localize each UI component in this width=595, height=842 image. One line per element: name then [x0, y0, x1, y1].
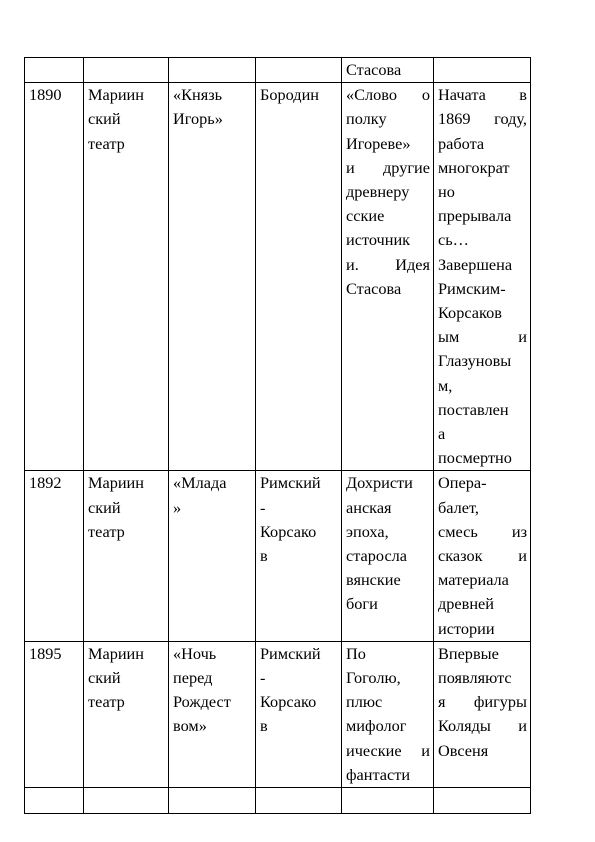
table-row — [25, 58, 531, 83]
cell-line: Игорь» — [173, 109, 223, 129]
cell-line: древнеру — [346, 182, 410, 202]
cell-line: Римский — [260, 473, 321, 493]
cell-line: работа — [438, 133, 485, 153]
cell-line: 1892 — [29, 473, 62, 493]
cell-year — [25, 788, 84, 814]
cell-line: Корсаков — [438, 303, 502, 323]
cell-line: вом» — [173, 716, 207, 736]
cell-line: Бородин — [260, 85, 320, 105]
cell-theatre — [84, 58, 169, 83]
table-row — [25, 471, 531, 641]
table-row — [25, 83, 531, 471]
cell-line: старосла — [346, 546, 408, 566]
cell-composer — [256, 471, 342, 641]
cell-line: » — [173, 497, 182, 517]
cell-line: 1890 — [29, 85, 62, 105]
cell-line: - — [260, 497, 266, 517]
cell-opera — [169, 471, 256, 641]
cell-source — [342, 83, 434, 471]
cell-line: Глазуновы — [438, 351, 512, 371]
table-row — [25, 788, 531, 814]
cell-line: Корсако — [260, 692, 317, 712]
cell-line: Мариин — [88, 643, 144, 663]
cell-line: «Ночь — [173, 643, 217, 663]
cell-line: Римский — [260, 643, 321, 663]
cell-line: Корсако — [260, 521, 317, 541]
cell-line: появляютс — [438, 668, 512, 688]
cell-line: материала — [438, 570, 509, 590]
cell-opera — [169, 641, 256, 787]
cell-source — [342, 471, 434, 641]
cell-line: Стасова — [346, 278, 402, 298]
cell-line: балет, — [438, 497, 479, 517]
cell-year — [25, 58, 84, 83]
cell-line: полку — [346, 109, 387, 129]
cell-theatre — [84, 83, 169, 471]
cell-line: вянские — [346, 570, 401, 590]
cell-theatre — [84, 641, 169, 787]
cell-line: Коляды и — [438, 716, 527, 736]
cell-line: сь… — [438, 230, 469, 250]
cell-composer — [256, 641, 342, 787]
cell-year — [25, 471, 84, 641]
cell-line: в — [260, 546, 268, 566]
cell-line: а — [438, 424, 446, 444]
cell-line: Мариин — [88, 473, 144, 493]
cell-line: Стасова — [346, 60, 402, 79]
cell-line: эпоха, — [346, 521, 389, 541]
cell-line: Начата в — [438, 85, 527, 105]
cell-line: сские — [346, 206, 385, 226]
cell-composer — [256, 58, 342, 83]
cell-line: 1895 — [29, 643, 62, 663]
cell-line: фантасти — [346, 764, 411, 784]
cell-line: «Князь — [173, 85, 223, 105]
cell-opera — [169, 83, 256, 471]
cell-opera — [169, 58, 256, 83]
cell-line: анская — [346, 497, 392, 517]
cell-notes — [434, 471, 531, 641]
cell-line: поставлен — [438, 399, 509, 419]
cell-line: Игореве» — [346, 133, 411, 153]
cell-line: ский — [88, 668, 121, 688]
cell-line: Дохристи — [346, 473, 413, 493]
cell-line: - — [260, 668, 266, 688]
cell-source — [342, 788, 434, 814]
cell-line: Овсеня — [438, 740, 489, 760]
cell-line: перед — [173, 668, 213, 688]
cell-line: По — [346, 643, 366, 663]
cell-line: истории — [438, 618, 495, 638]
cell-source — [342, 58, 434, 83]
cell-notes — [434, 58, 531, 83]
cell-line: Гоголю, — [346, 668, 401, 688]
cell-year — [25, 83, 84, 471]
cell-line: «Млада — [173, 473, 227, 493]
cell-line: сказок и — [438, 546, 527, 566]
cell-line: прерывала — [438, 206, 512, 226]
opera-table-body — [25, 58, 531, 814]
cell-opera — [169, 788, 256, 814]
cell-line: театр — [88, 521, 125, 541]
cell-line: ым и — [438, 327, 527, 347]
cell-line: ические и — [346, 740, 430, 760]
cell-line: «Слово о — [346, 85, 430, 105]
cell-line: ский — [88, 497, 121, 517]
cell-line: Впервые — [438, 643, 499, 663]
cell-line: театр — [88, 133, 125, 153]
cell-line: Завершена — [438, 254, 513, 274]
cell-line: боги — [346, 594, 378, 614]
cell-line: и. Идея — [346, 254, 430, 274]
cell-line: источник — [346, 230, 411, 250]
cell-line: театр — [88, 692, 125, 712]
cell-composer — [256, 83, 342, 471]
cell-line: я фигуры — [438, 692, 527, 712]
cell-line: Опера- — [438, 473, 487, 493]
table-row — [25, 641, 531, 787]
cell-line: мифолог — [346, 716, 407, 736]
cell-composer — [256, 788, 342, 814]
opera-table — [24, 57, 531, 814]
cell-theatre — [84, 471, 169, 641]
cell-line: в — [260, 716, 268, 736]
cell-line: посмертно — [438, 448, 512, 468]
cell-year — [25, 641, 84, 787]
cell-line: древней — [438, 594, 494, 614]
cell-line: Рождест — [173, 692, 231, 712]
cell-line: м, — [438, 375, 453, 395]
cell-line: ский — [88, 109, 121, 129]
cell-theatre — [84, 788, 169, 814]
cell-line: 1869 году, — [438, 109, 527, 129]
cell-line: многократ — [438, 157, 510, 177]
cell-line: но — [438, 182, 455, 202]
cell-line: и другие — [346, 157, 430, 177]
cell-line: Мариин — [88, 85, 144, 105]
cell-source — [342, 641, 434, 787]
cell-line: Римским- — [438, 278, 506, 298]
cell-notes — [434, 788, 531, 814]
cell-line: плюс — [346, 692, 383, 712]
cell-notes — [434, 641, 531, 787]
cell-notes — [434, 83, 531, 471]
cell-line: смесь из — [438, 521, 527, 541]
